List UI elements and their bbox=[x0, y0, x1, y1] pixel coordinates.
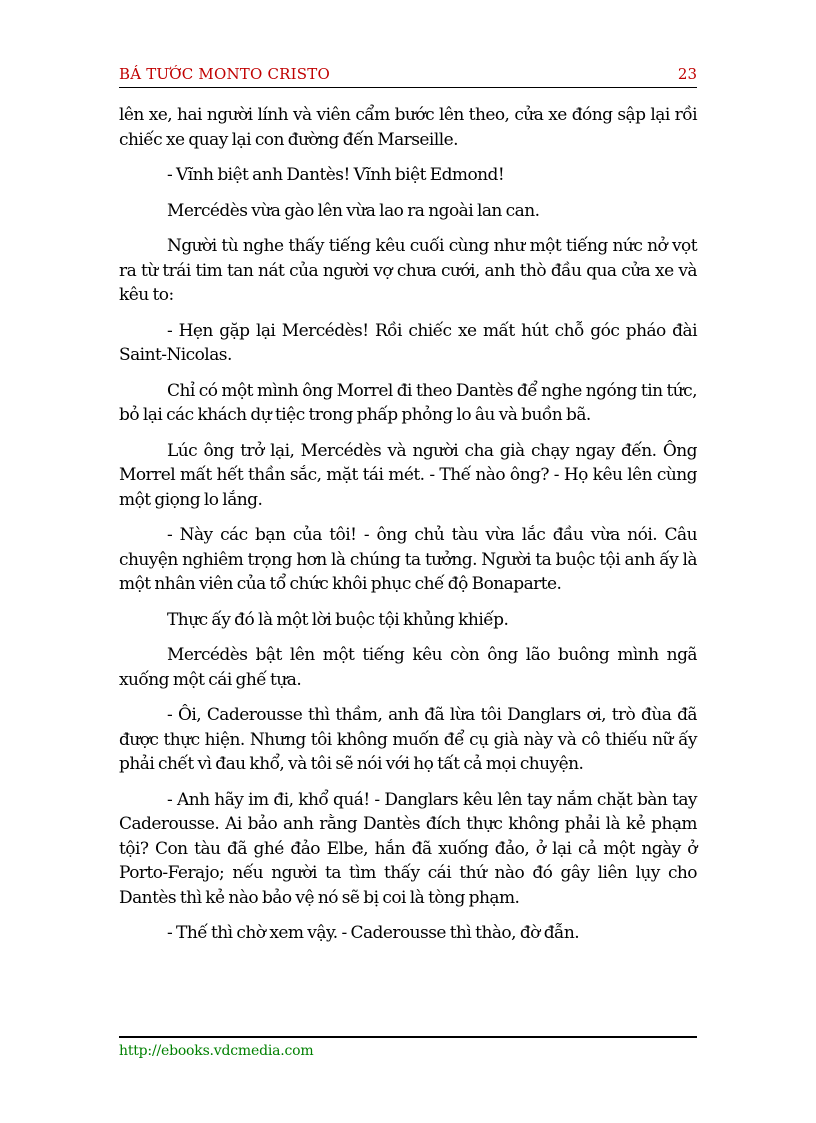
paragraph: - Vĩnh biệt anh Dantès! Vĩnh biệt Edmond! bbox=[167, 165, 505, 185]
footer-divider bbox=[119, 1036, 697, 1038]
footer-link[interactable]: http://ebooks.vdcmedia.com bbox=[119, 1043, 314, 1059]
paragraph: - Thế thì chờ xem vậy. - Caderousse thì thào, đờ đẫn. bbox=[167, 923, 580, 943]
page-body bbox=[119, 103, 697, 957]
paragraph: - Anh hãy im đi, khổ quá! - Danglars kêu lên tay nắm chặt bàn tay Caderousse. Ai bảo anh rằng Dantès đích thực không phải là kẻ phạm tội? Con tàu đã ghé đảo Elbe, hắn đã xuống đảo, ở lại cả một ngày ở Porto-Ferajo; nếu người ta tìm thấy cái thứ nào đó gây liên lụy cho Dantès thì kẻ nào bảo vệ nó sẽ bị coi là tòng phạm. bbox=[119, 789, 697, 908]
paragraph: Người tù nghe thấy tiếng kêu cuối cùng như một tiếng nức nở vọt ra từ trái tim tan nát của người vợ chưa cưới, anh thò đầu qua cửa xe và kêu to: bbox=[119, 236, 697, 305]
paragraph: Thực ấy đó là một lời buộc tội khủng khiếp. bbox=[167, 609, 509, 630]
paragraph: Chỉ có một mình ông Morrel đi theo Dantès để nghe ngóng tin tức, bỏ lại các khách dự tiệc trong phấp phỏng lo âu và buồn bã. bbox=[119, 380, 697, 425]
book-title: BÁ TƯỚC MONTO CRISTO bbox=[119, 65, 330, 83]
page-number: 23 bbox=[677, 65, 697, 83]
paragraph: Mercédès bật lên một tiếng kêu còn ông lão buông mình ngã xuống một cái ghế tựa. bbox=[119, 645, 697, 690]
paragraph: Lúc ông trở lại, Mercédès và người cha già chạy ngay đến. Ông Morrel mất hết thần sắc, mặt tái mét. - Thế nào ông? - Họ kêu lên cùng một giọng lo lắng. bbox=[119, 440, 697, 510]
paragraph: lên xe, hai người lính và viên cẩm bước lên theo, cửa xe đóng sập lại rồi chiếc xe quay lại con đường đến Marseille. bbox=[119, 105, 697, 150]
page-header bbox=[119, 63, 697, 88]
paragraph: - Ôi, Caderousse thì thầm, anh đã lừa tôi Danglars ơi, trò đùa đã được thực hiện. Nhưng tôi không muốn để cụ già này và cô thiếu nữ ấy phải chết vì đau khổ, và tôi sẽ nói với họ tất cả mọi chuyện. bbox=[119, 705, 697, 774]
paragraph: - Này các bạn của tôi! - ông chủ tàu vừa lắc đầu vừa nói. Câu chuyện nghiêm trọng hơn là chúng ta tưởng. Người ta buộc tội anh ấy là một nhân viên của tổ chức khôi phục chế độ Bonaparte. bbox=[119, 525, 697, 594]
paragraph: Mercédès vừa gào lên vừa lao ra ngoài lan can. bbox=[167, 200, 540, 221]
paragraph: - Hẹn gặp lại Mercédès! Rồi chiếc xe mất hút chỗ góc pháo đài Saint-Nicolas. bbox=[119, 320, 697, 365]
